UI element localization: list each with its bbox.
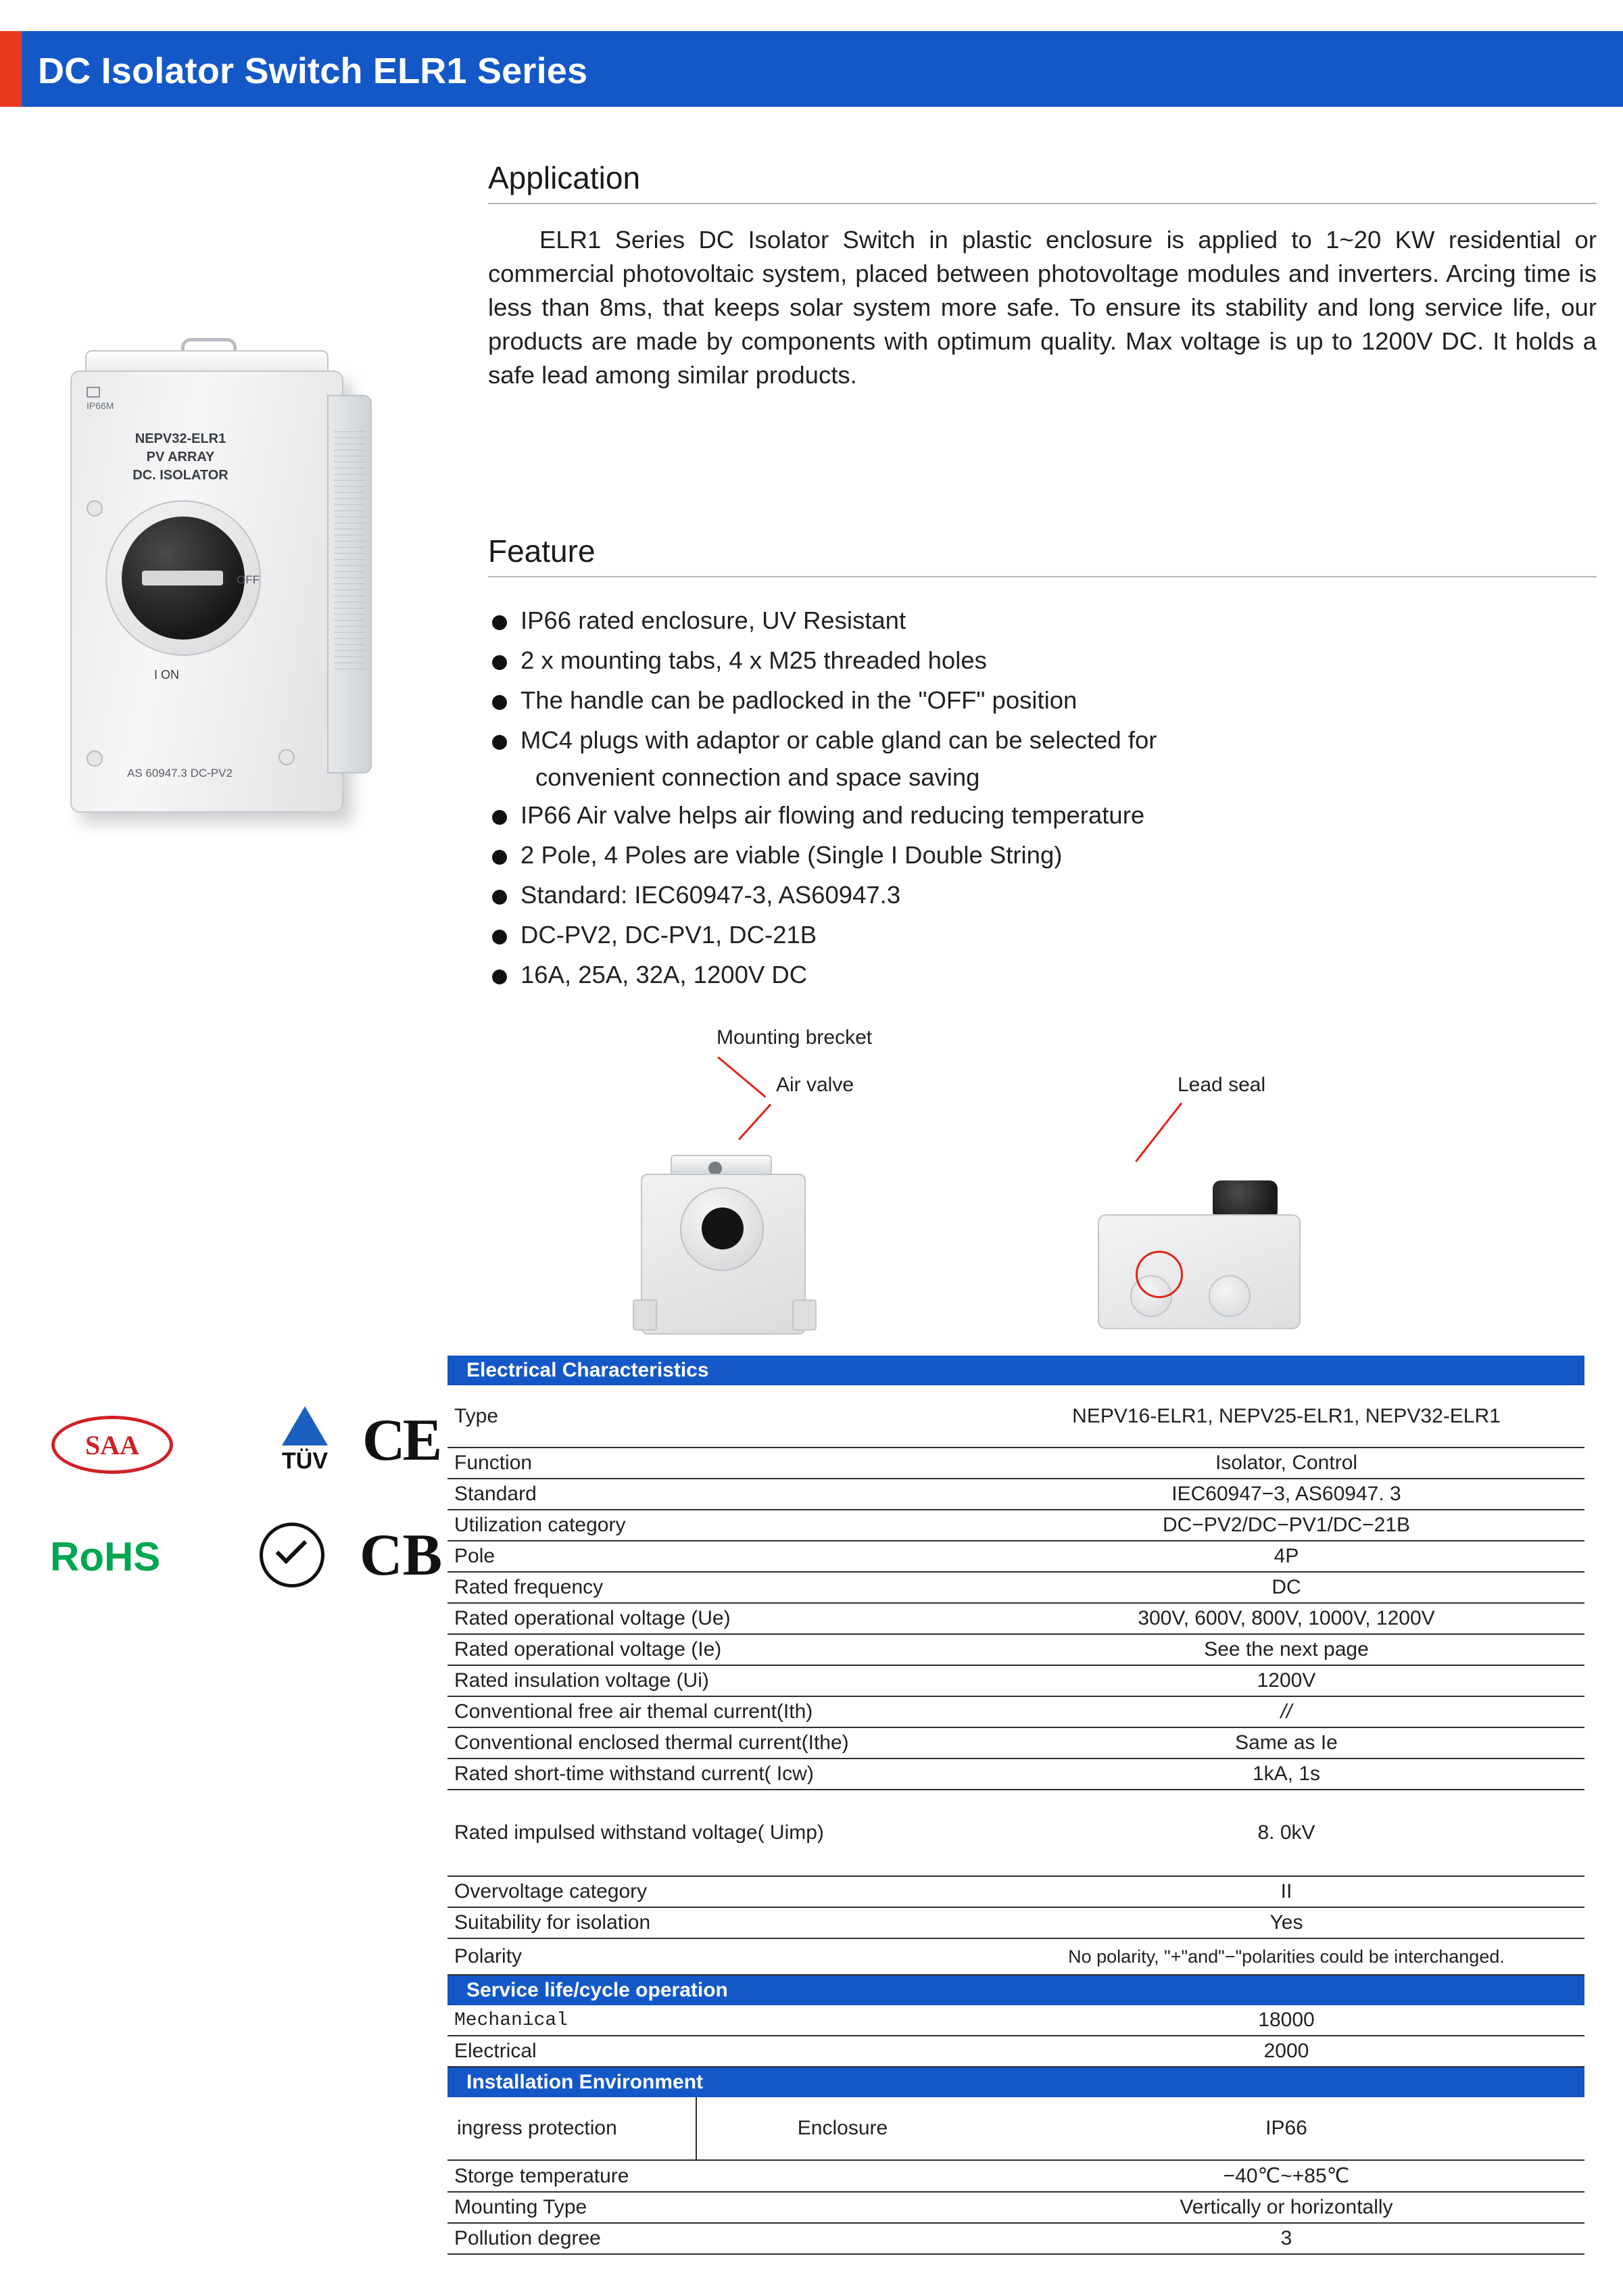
list-item: MC4 plugs with adaptor or cable gland can be selected for <box>488 720 1597 760</box>
row-value: See the next page <box>988 1634 1584 1665</box>
product-ip-text: IP66M <box>87 400 114 411</box>
row-value: Yes <box>988 1907 1584 1938</box>
callout-lead-seal-label: Lead seal <box>1178 1074 1266 1096</box>
row-value: Same as Ie <box>988 1727 1584 1759</box>
lead-seal-highlight-circle <box>1136 1251 1183 1298</box>
screw-icon <box>87 750 103 767</box>
table-row <box>447 1727 1584 1759</box>
table-band-label: Installation Environment <box>447 2067 1584 2097</box>
feature-heading: Feature <box>488 533 596 569</box>
row-label-split <box>447 2097 988 2160</box>
screw-icon <box>278 749 295 765</box>
product-model: NEPV32-ELR1 <box>135 431 226 446</box>
application-heading: Application <box>488 160 641 195</box>
table-row <box>447 1479 1584 1510</box>
table-row <box>447 2192 1584 2223</box>
screw-icon <box>87 500 103 517</box>
row-label: Rated operational voltage (Ie) <box>447 1634 988 1665</box>
row-label: Overvoltage category <box>447 1876 988 1907</box>
row-value: 4P <box>988 1541 1584 1572</box>
table-row <box>447 2223 1584 2254</box>
row-label: Rated operational voltage (Ue) <box>447 1603 988 1634</box>
table-row <box>447 2036 1584 2067</box>
row-value: 300V, 600V, 800V, 1000V, 1200V <box>988 1603 1584 1634</box>
product-on-label: I ON <box>154 668 180 681</box>
list-item: The handle can be padlocked in the "OFF" position <box>488 680 1597 720</box>
specification-table <box>447 1356 1584 2255</box>
product-line3: DC. ISOLATOR <box>132 468 228 483</box>
row-label: Pollution degree <box>447 2223 988 2254</box>
row-label: Function <box>447 1448 988 1479</box>
figure-front-view <box>622 1149 825 1345</box>
table-row <box>447 1448 1584 1479</box>
ip-rating-box-icon <box>87 387 100 398</box>
check-icon <box>276 1533 308 1564</box>
product-standard-text: AS 60947.3 DC-PV2 <box>127 767 233 780</box>
row-value: 3 <box>988 2223 1584 2254</box>
ce-logo: CE <box>362 1408 440 1473</box>
row-label: Rated insulation voltage (Ui) <box>447 1665 988 1696</box>
table-band-label: Electrical Characteristics <box>447 1356 1584 1385</box>
feature-rule <box>488 576 1597 577</box>
tuv-triangle-icon <box>282 1406 328 1445</box>
table-band-service <box>447 1975 1584 2005</box>
table-row <box>447 1541 1584 1572</box>
application-rule <box>488 203 1597 204</box>
table-row <box>447 2097 1584 2160</box>
row-label: Type <box>447 1385 988 1448</box>
row-value: IP66 <box>988 2097 1584 2160</box>
row-label: ingress protection <box>447 2097 696 2159</box>
row-label: Pole <box>447 1541 988 1572</box>
row-value: II <box>988 1876 1584 1907</box>
header-accent-stripe <box>0 31 22 107</box>
row-label: Conventional enclosed thermal current(Ithe) <box>447 1727 988 1759</box>
product-photo <box>55 330 399 844</box>
row-value: IEC60947−3, AS60947. 3 <box>988 1479 1584 1510</box>
row-value: 18000 <box>988 2005 1584 2036</box>
callout-line-airvalve <box>738 1103 771 1140</box>
rcm-logo <box>260 1523 324 1587</box>
list-item: Standard: IEC60947-3, AS60947.3 <box>488 875 1597 915</box>
product-nameplate <box>103 430 258 485</box>
figure-side-view <box>1088 1149 1311 1345</box>
row-value: 2000 <box>988 2036 1584 2067</box>
table-row <box>447 1938 1584 1975</box>
list-item-continuation: convenient connection and space saving <box>535 763 980 791</box>
table-band-install <box>447 2067 1584 2097</box>
row-label: Suitability for isolation <box>447 1907 988 1938</box>
row-label: Mechanical <box>447 2005 988 2036</box>
callout-line-mounting <box>717 1056 766 1097</box>
row-value: // <box>988 1696 1584 1727</box>
row-value: No polarity, "+"and"−"polarities could be interchanged. <box>988 1938 1584 1975</box>
list-item: IP66 rated enclosure, UV Resistant <box>488 600 1597 640</box>
tuv-logo <box>261 1406 349 1475</box>
table-row <box>447 2160 1584 2192</box>
row-label: Rated impulsed withstand voltage( Uimp) <box>447 1790 988 1876</box>
product-off-label: OFF <box>237 573 260 586</box>
row-label: Conventional free air themal current(Ith) <box>447 1696 988 1727</box>
row-sublabel: Enclosure <box>797 2117 888 2139</box>
row-value: 1kA, 1s <box>988 1759 1584 1790</box>
page-title: DC Isolator Switch ELR1 Series <box>38 51 588 91</box>
mounting-tab-left <box>633 1299 657 1331</box>
product-line2: PV ARRAY <box>146 450 215 464</box>
row-value: NEPV16-ELR1, NEPV25-ELR1, NEPV32-ELR1 <box>988 1385 1584 1448</box>
table-row <box>447 1385 1584 1448</box>
application-text: ELR1 Series DC Isolator Switch in plastic enclosure is applied to 1~20 KW residential or commercial photovoltaic system, placed between photovoltage modules and inverters. Arcing time is less than 8ms, that keeps solar system more safe. To ensure its stability and long service life, our products are made by components with optimum quality. Max voltage is up to 1200V DC. It holds a safe lead among similar products. <box>488 226 1597 389</box>
table-row <box>447 1907 1584 1938</box>
table-row <box>447 2005 1584 2036</box>
list-item: 16A, 25A, 32A, 1200V DC <box>488 955 1597 995</box>
row-label: Standard <box>447 1479 988 1510</box>
figure2-body <box>1098 1214 1301 1329</box>
row-label: Rated frequency <box>447 1572 988 1603</box>
row-label: Utilization category <box>447 1510 988 1541</box>
table-row <box>447 1510 1584 1541</box>
cable-gland-icon <box>1209 1275 1251 1317</box>
table-row <box>447 1876 1584 1907</box>
feature-list <box>488 600 1597 995</box>
row-label: Mounting Type <box>447 2192 988 2223</box>
row-value: Isolator, Control <box>988 1448 1584 1479</box>
list-item: IP66 Air valve helps air flowing and reducing temperature <box>488 795 1597 835</box>
cb-logo: CB <box>360 1523 443 1588</box>
row-value: Vertically or horizontally <box>988 2192 1584 2223</box>
air-valve-icon <box>708 1162 722 1175</box>
list-item: 2 x mounting tabs, 4 x M25 threaded holes <box>488 640 1597 680</box>
row-value: 8. 0kV <box>988 1790 1584 1876</box>
row-value: DC−PV2/DC−PV1/DC−21B <box>988 1510 1584 1541</box>
list-item: DC-PV2, DC-PV1, DC-21B <box>488 915 1597 955</box>
row-label: Rated short-time withstand current( Icw) <box>447 1759 988 1790</box>
table-row <box>447 1603 1584 1634</box>
product-knob-indicator <box>142 571 223 585</box>
saa-logo: SAA <box>51 1416 173 1474</box>
table-band-label: Service life/cycle operation <box>447 1975 1584 2005</box>
list-item: 2 Pole, 4 Poles are viable (Single I Double String) <box>488 835 1597 875</box>
row-label: Electrical <box>447 2036 988 2067</box>
callout-air-valve-label: Air valve <box>776 1074 854 1096</box>
certification-logos <box>45 1400 450 1629</box>
figure1-center-hole <box>702 1207 744 1249</box>
callout-mounting-bracket-label: Mounting brecket <box>717 1026 873 1049</box>
product-side-label-lines <box>334 431 365 675</box>
table-band-electrical <box>447 1356 1584 1385</box>
row-value: 1200V <box>988 1665 1584 1696</box>
tuv-label: TÜV <box>282 1448 328 1474</box>
table-row <box>447 1572 1584 1603</box>
row-value: DC <box>988 1572 1584 1603</box>
table-row <box>447 1696 1584 1727</box>
table-row <box>447 1665 1584 1696</box>
table-row <box>447 1790 1584 1876</box>
table-row <box>447 1759 1584 1790</box>
row-label: Storge temperature <box>447 2160 988 2192</box>
row-label: Polarity <box>447 1938 988 1975</box>
mounting-tab-right <box>792 1299 817 1331</box>
rohs-logo: RoHS <box>50 1534 161 1579</box>
row-value: −40℃~+85℃ <box>988 2160 1584 2192</box>
table-row <box>447 1634 1584 1665</box>
